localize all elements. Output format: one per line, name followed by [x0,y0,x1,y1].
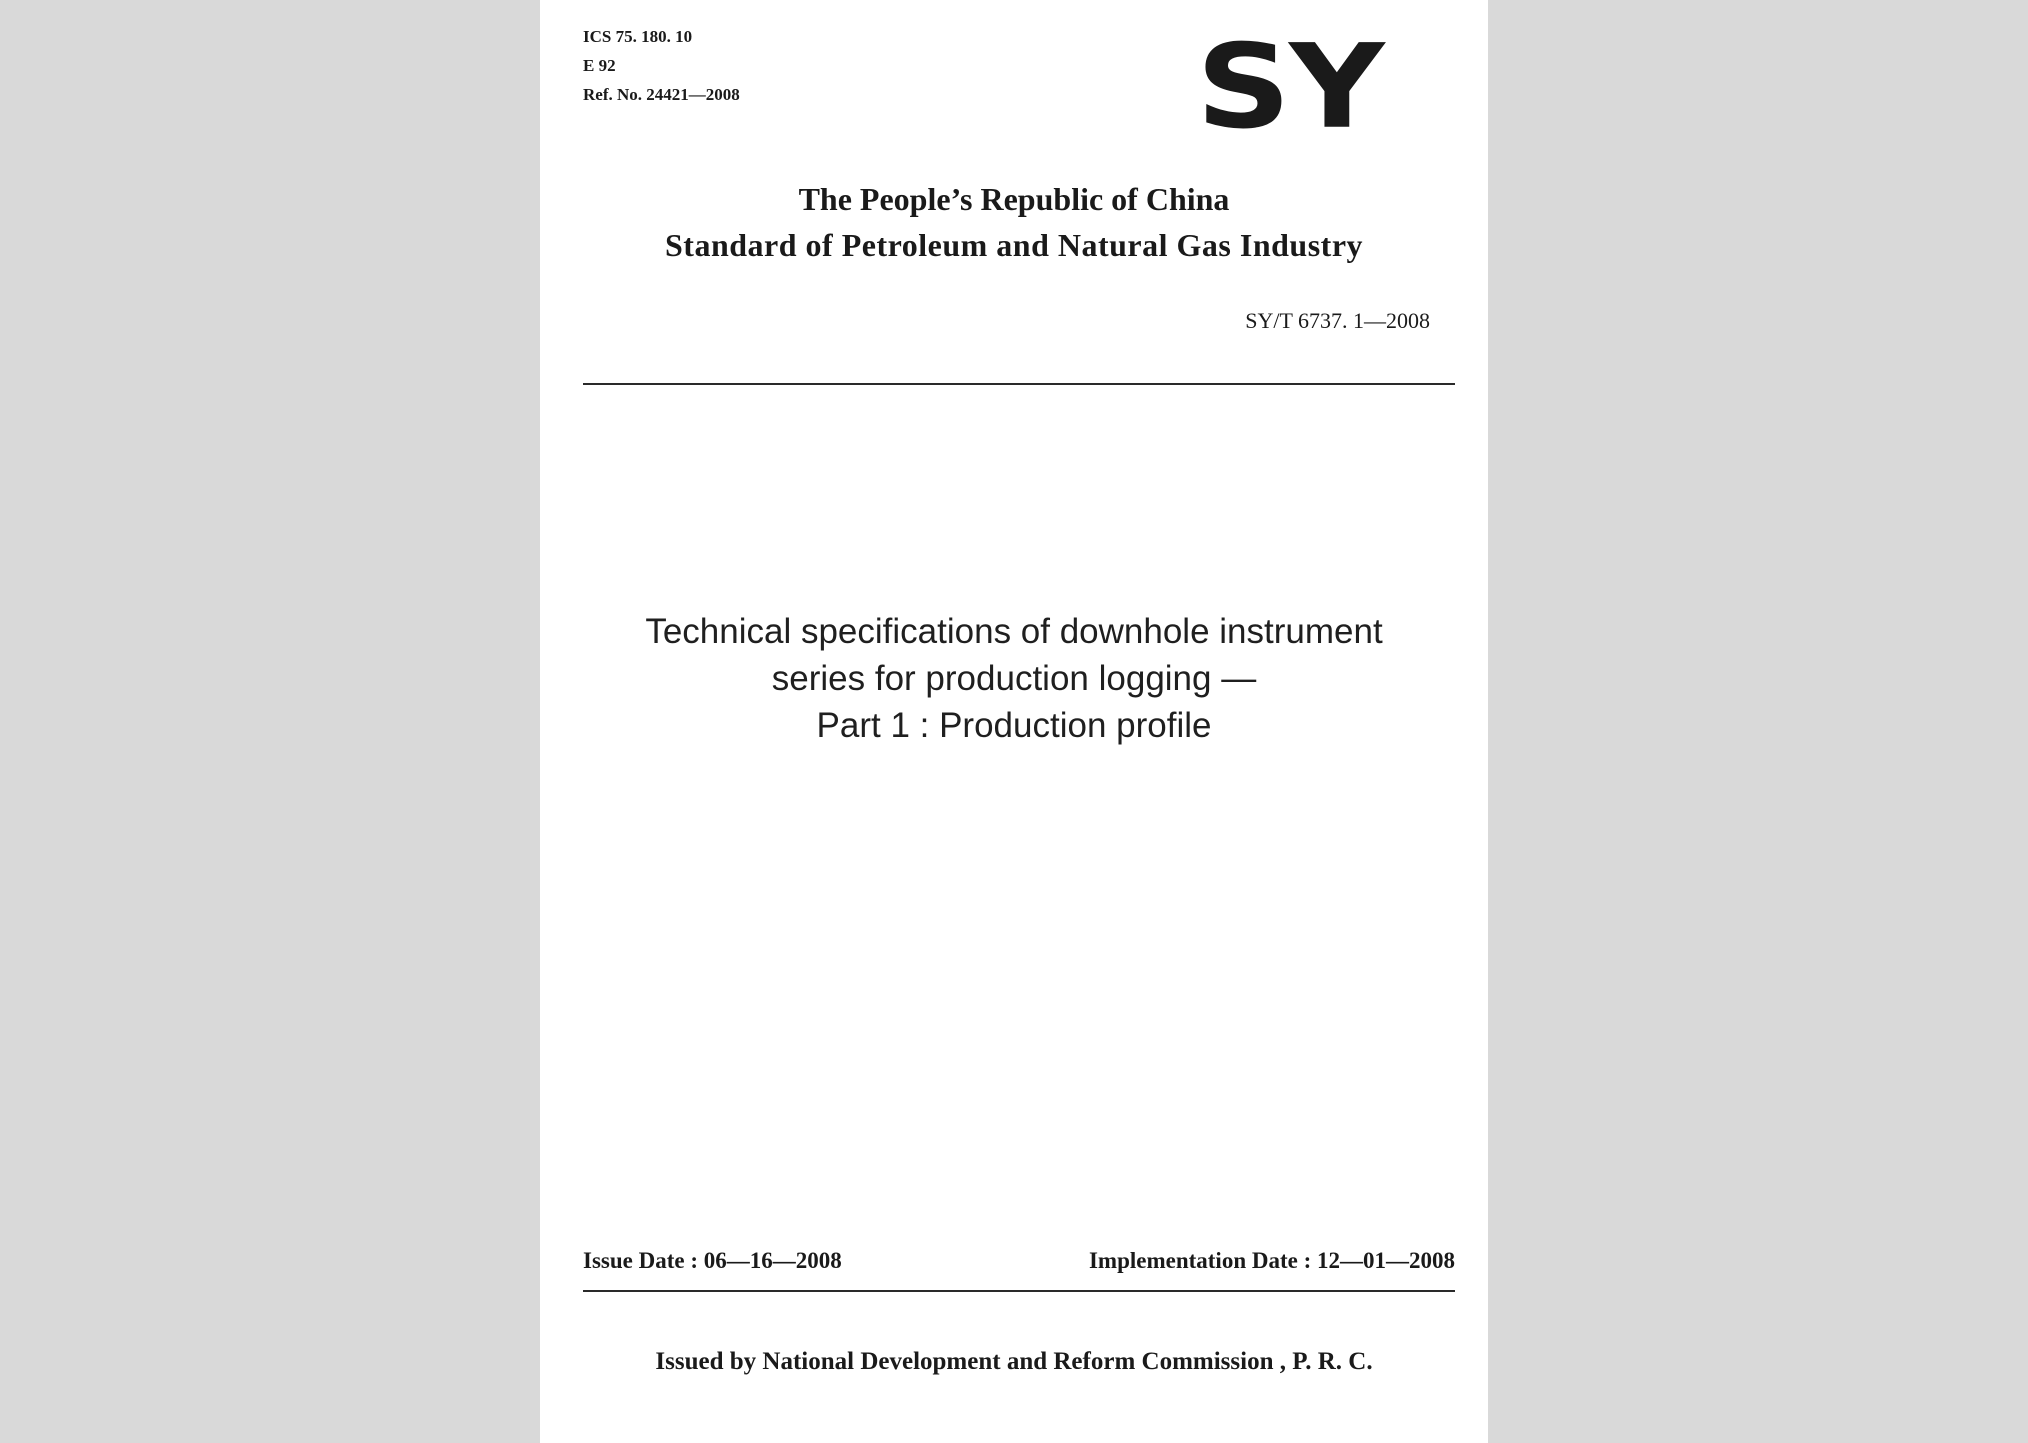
standard-number: SY/T 6737. 1—2008 [1245,308,1430,333]
issue-date: Issue Date : 06—16—2008 [583,1248,842,1273]
country-line: The People’s Republic of China [798,181,1230,217]
issuer-line: Issued by National Development and Reform Commission , P. R. C. [655,1348,1373,1375]
title-line-3: Part 1 : Production profile [816,706,1212,745]
industry-standard-line: Standard of Petroleum and Natural Gas Industry [664,227,1364,263]
classification-block [583,22,740,109]
title-line-1: Technical specifications of downhole instrument [645,612,1383,651]
reference-number: Ref. No. 24421—2008 [583,85,740,104]
issuing-authority [540,176,1488,268]
ics-code: ICS 75. 180. 10 [583,27,693,46]
bottom-divider [583,1290,1455,1292]
document-title [540,608,1488,749]
category-code: E 92 [583,56,616,75]
top-divider [583,383,1455,385]
title-line-2: series for production logging — [771,659,1257,698]
sy-logo: SY [1196,19,1383,155]
implementation-date: Implementation Date : 12—01—2008 [1088,1248,1455,1273]
document-page [540,0,1488,1443]
